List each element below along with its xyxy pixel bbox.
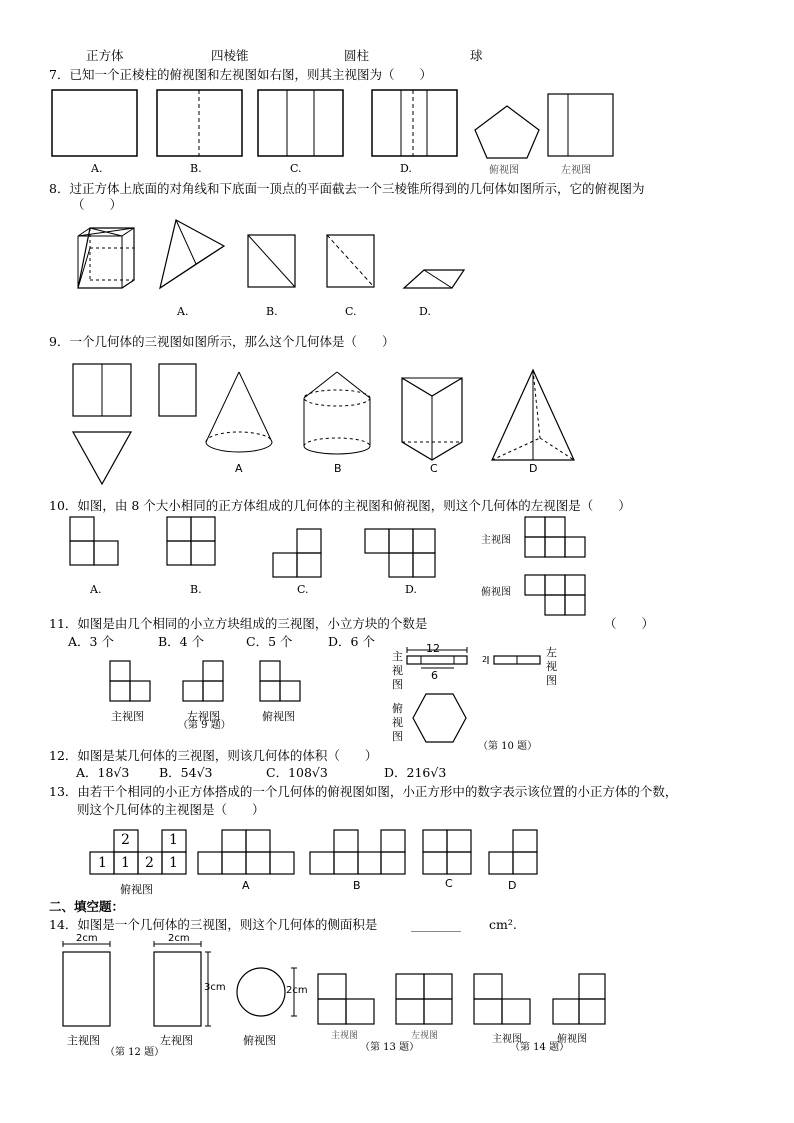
fig13-left-view-label: 左视图 (411, 1031, 439, 1041)
q11-left-view-label: 左视图 (187, 710, 220, 723)
q12-option-b: B．54√3 (159, 765, 213, 780)
q10-figures (0, 514, 794, 594)
fig10-left-label-3: 图 (546, 674, 557, 687)
fig13-main-view (318, 974, 374, 1024)
q9-option-c: C (430, 462, 438, 475)
q11-text: 11．如图是由几个相同的小立方块组成的三视图，小立方块的个数是 (49, 616, 428, 631)
fig10-top-view-hexagon (413, 694, 466, 742)
fig10-left-label-2: 视 (546, 660, 557, 673)
q14-blank: ________ (411, 917, 461, 932)
fig10-main-label-2: 视 (392, 664, 403, 677)
q7-option-d-figure (372, 90, 457, 156)
q11-option-b: B．4 个 (158, 634, 205, 649)
q11-option-d: D．6 个 (328, 634, 375, 649)
q7-text: 7．已知一个正棱柱的俯视图和左视图如右图，则其主视图为（ ） (49, 67, 432, 82)
q9-option-b: B (334, 462, 342, 475)
q13-grid-cell-bottom-2: 1 (121, 855, 130, 871)
q7-top-view-pentagon (475, 106, 539, 158)
q7-left-view (548, 94, 613, 156)
q11-paren: （ ） (604, 616, 655, 631)
label-cylinder: 圆柱 (344, 48, 370, 63)
q13-option-b: B (353, 879, 361, 892)
q10-option-c-figure (273, 529, 321, 577)
fig10-main-view (407, 656, 467, 664)
q13-option-d-figure (489, 830, 537, 874)
q7-option-d: D. (400, 162, 412, 175)
q13-grid-cell-bottom-3: 2 (145, 855, 154, 871)
q10-option-d-figure (365, 529, 435, 577)
q9-side-view (159, 364, 196, 416)
fig10-top-label-1: 俯 (392, 702, 403, 715)
q10-option-b-figure (167, 517, 215, 565)
q10-option-c: C. (297, 583, 309, 596)
q14-left-view-rect (154, 952, 201, 1026)
q11-top-view (260, 661, 300, 701)
q13-grid-cell-bottom-1: 1 (98, 855, 107, 871)
q11-main-view-label: 主视图 (111, 710, 144, 723)
fig14-main-view (474, 974, 530, 1024)
q13-text-line2: 则这个几何体的主视图是（ ） (77, 802, 265, 817)
fig14-top-view-label: 俯视图 (557, 1034, 587, 1045)
fig13-left-view (396, 974, 452, 1024)
q13-grid-cell-top-2: 1 (169, 832, 178, 848)
q7-option-c-figure (258, 90, 343, 156)
q13-grid-cell-top-1: 2 (121, 832, 130, 848)
q9-text: 9．一个几何体的三视图如图所示，那么这个几何体是（ ） (49, 334, 395, 349)
fig13-main-view-label: 主视图 (331, 1031, 359, 1041)
q13-option-a-figure (198, 830, 294, 874)
q7-figures (0, 88, 794, 188)
fig14-top-view (553, 974, 605, 1024)
q8-option-d-figure (404, 270, 464, 288)
q8-paren: （ ） (72, 197, 123, 212)
q11-option-c: C．5 个 (246, 634, 293, 649)
fig10-dim-2: 2 (482, 655, 488, 664)
q8-option-c: C. (345, 305, 357, 318)
q14-main-view-rect (63, 952, 110, 1026)
q13-figures (0, 828, 794, 888)
q10-option-a-figure (70, 517, 118, 565)
q13-option-c: C (445, 877, 453, 890)
q10-main-view (525, 517, 585, 557)
q13-option-c-figure (423, 830, 471, 874)
q10-option-d: D. (405, 583, 417, 596)
q11-top-view-label: 俯视图 (262, 710, 295, 723)
q14-dim-left-height: 3cm (204, 982, 226, 993)
q14-top-view-circle (237, 968, 285, 1016)
fig10-top-label-2: 视 (392, 716, 403, 729)
q12-option-a: A．18√3 (76, 765, 130, 780)
q7-option-a-figure (52, 90, 137, 156)
q14-dim-main-width: 2cm (76, 933, 98, 944)
fig10-caption: （第 10 题） (478, 741, 538, 752)
q10-text: 10．如图，由 8 个大小相同的正方体组成的几何体的主视图和俯视图，则这个几何体的左视图是（ ） (49, 498, 631, 513)
q13-grid-cell-bottom-4: 1 (169, 855, 178, 871)
caption-fig14: （第 14 题） (510, 1042, 570, 1053)
q14-top-view-label: 俯视图 (243, 1034, 276, 1047)
label-pyramid: 四棱锥 (211, 48, 249, 63)
q9-figures (0, 356, 794, 486)
q14-left-view-label: 左视图 (160, 1034, 193, 1047)
q10-option-a: A. (90, 583, 102, 596)
fig14-main-view-label: 主视图 (492, 1034, 522, 1045)
q7-option-b: B. (190, 162, 202, 175)
fig10-top-label-3: 图 (392, 730, 403, 743)
q11-main-view (110, 661, 150, 701)
q7-left-view-label: 左视图 (561, 165, 591, 176)
q10-main-view-label: 主视图 (481, 535, 511, 546)
caption-fig12: （第 12 题） (105, 1047, 165, 1058)
fig10-dim-6: 6 (431, 669, 438, 682)
q12-text: 12．如图是某几何体的三视图，则该几何体的体积（ ） (49, 748, 378, 763)
q13-option-b-figure (310, 830, 405, 874)
q13-grid-label: 俯视图 (120, 883, 153, 896)
q11-option-a: A．3 个 (68, 634, 114, 649)
q8-figures (0, 218, 794, 298)
q14-figures (0, 936, 794, 1046)
q10-top-view-label: 俯视图 (481, 587, 511, 598)
q8-option-b: B. (266, 305, 278, 318)
q14-unit: cm². (489, 917, 517, 932)
fig10-main-label-1: 主 (392, 650, 403, 663)
q9-top-view (73, 432, 131, 484)
label-cube: 正方体 (86, 48, 124, 63)
q12-option-c: C．108√3 (266, 765, 328, 780)
q8-text: 8．过正方体上底面的对角线和下底面一顶点的平面截去一个三棱锥所得到的几何体如图所示，它的俯视图为 (49, 181, 645, 196)
q9-option-a: A (235, 462, 243, 475)
q11-left-view (183, 661, 223, 701)
fig10-left-label-1: 左 (546, 646, 557, 659)
q14-dim-top-diameter: 2cm (286, 985, 308, 996)
q10-option-b: B. (190, 583, 202, 596)
q8-option-d: D. (419, 305, 431, 318)
q11-caption: （第 9 题） (178, 720, 231, 731)
fig10-dim-12: 12 (426, 642, 440, 655)
q9-option-d: D (529, 462, 538, 475)
q14-dim-left-width: 2cm (168, 933, 190, 944)
q7-top-view-label: 俯视图 (489, 165, 519, 176)
q7-option-c: C. (290, 162, 302, 175)
q13-text-line1: 13．由若干个相同的小正方体搭成的一个几何体的俯视图如图，小正方形中的数字表示该位置的小正方体的个数， (49, 784, 678, 799)
section-fill-in-title: 二、填空题： (49, 899, 125, 914)
q10-top-view (525, 575, 585, 615)
caption-fig13: （第 13 题） (360, 1042, 420, 1053)
q14-text: 14．如图是一个几何体的三视图，则这个几何体的侧面积是 (49, 917, 378, 932)
q12-option-d: D．216√3 (384, 765, 447, 780)
q7-option-a: A. (91, 162, 103, 175)
label-sphere: 球 (470, 48, 483, 63)
q13-option-a: A (242, 879, 250, 892)
q8-option-a: A. (177, 305, 189, 318)
q14-main-view-label: 主视图 (67, 1034, 100, 1047)
q13-option-d: D (508, 879, 517, 892)
fig10-main-label-3: 图 (392, 678, 403, 691)
